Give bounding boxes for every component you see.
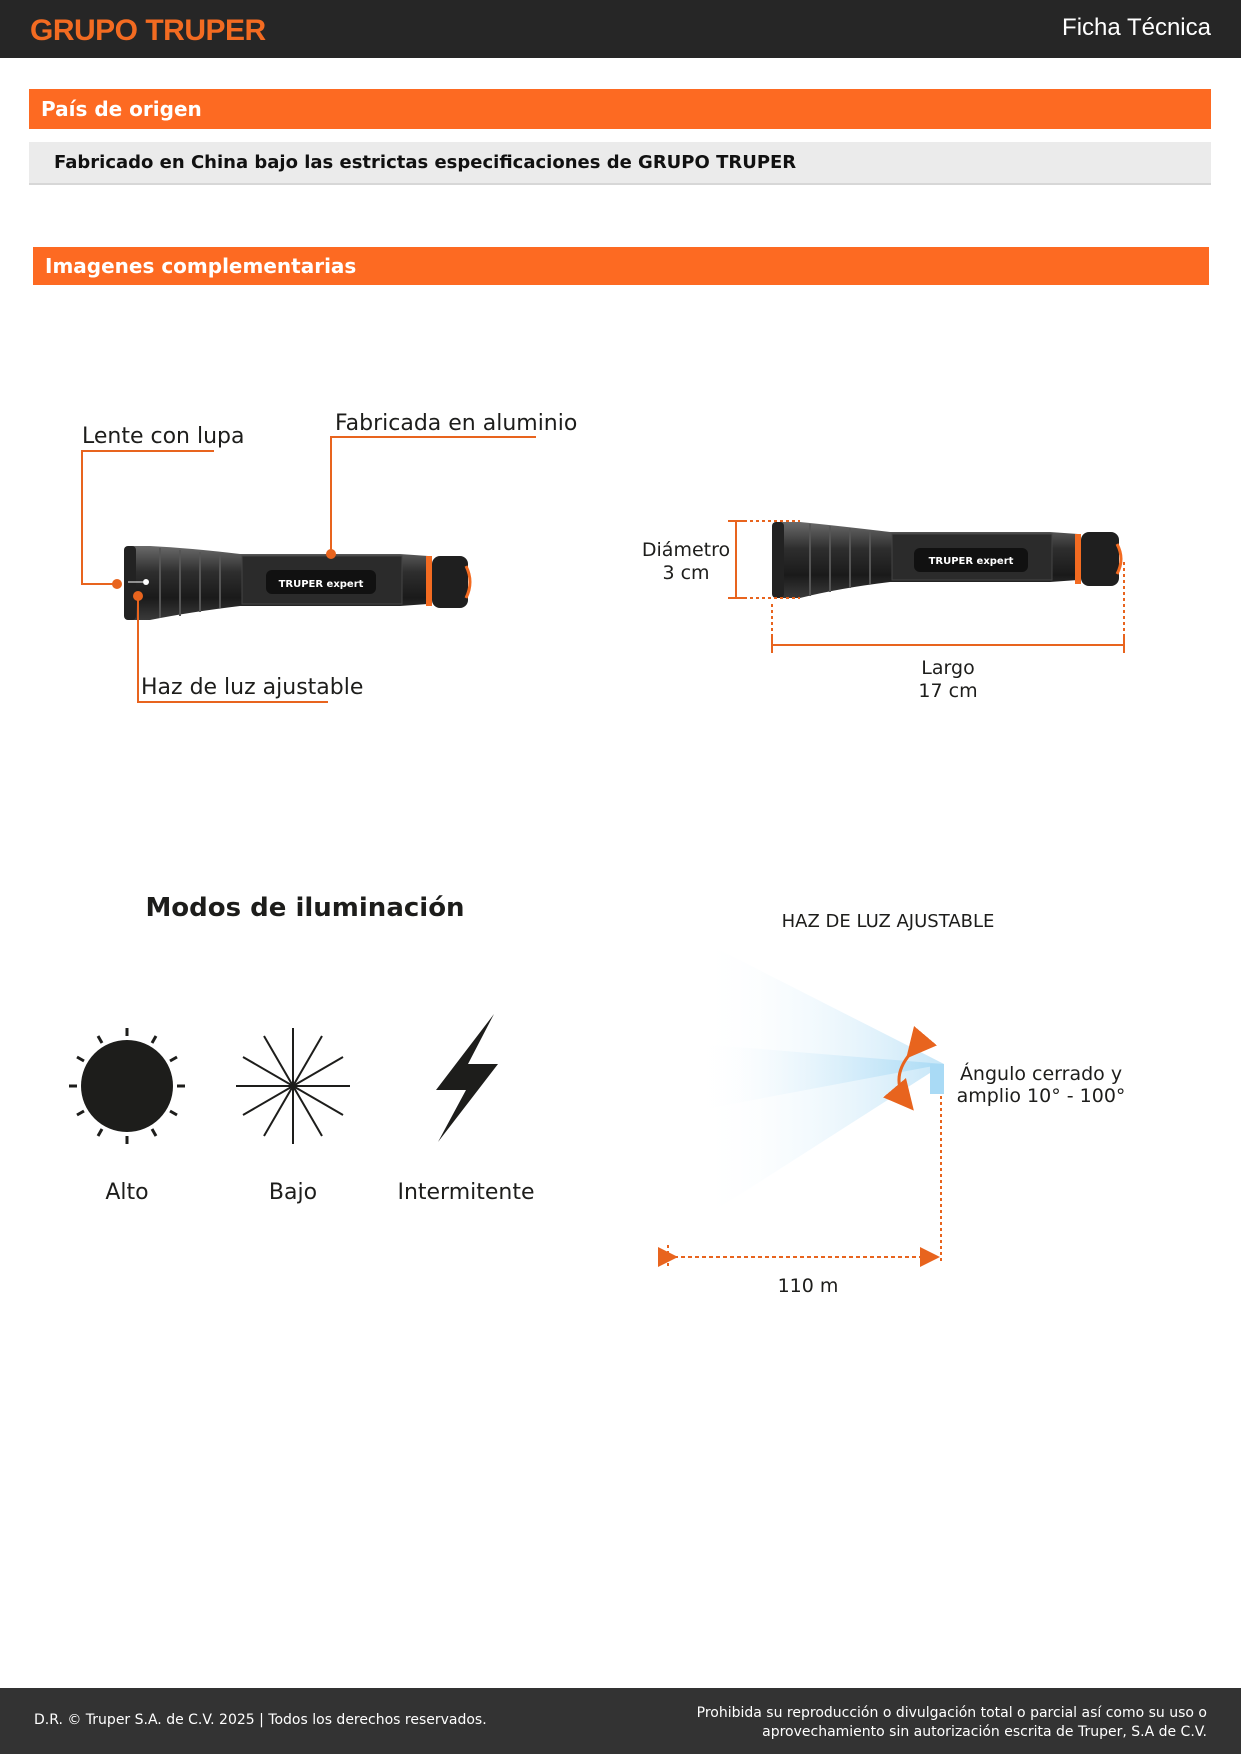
sun-icon — [69, 1028, 185, 1144]
beam-distance: 110 m — [777, 1275, 839, 1297]
beam-angle-line1: Ángulo cerrado y — [959, 1063, 1123, 1085]
footer-disclaimer-line1: Prohibida su reproducción o divulgación total o parcial así como su uso o — [696, 1705, 1207, 1721]
mode-label-high: Alto — [105, 1180, 149, 1205]
footer-copyright: D.R. © Truper S.A. de C.V. 2025 | Todos los derechos reservados. — [34, 1712, 487, 1728]
mode-label-flash: Intermitente — [397, 1180, 535, 1205]
length-value: 17 cm — [918, 680, 978, 702]
flashlight-dimensions — [772, 522, 1121, 598]
brand-logo: GRUPO TRUPER — [30, 14, 266, 47]
callout-aluminium — [326, 411, 577, 559]
modes-title: Modos de iluminación — [145, 893, 465, 923]
diameter-label: Diámetro — [641, 539, 731, 561]
section-header-images: Imagenes complementarias — [33, 247, 1209, 285]
brand-label: TRUPER expert — [278, 579, 364, 590]
starburst-icon — [236, 1028, 350, 1144]
footer-disclaimer — [697, 1704, 1207, 1742]
section-header-origin: País de origen — [29, 89, 1211, 129]
lens-label: Lente con lupa — [82, 424, 245, 449]
length-label: Largo — [921, 657, 975, 679]
flashlight-features — [124, 546, 470, 620]
beam-angle-line2: amplio 10° - 100° — [956, 1085, 1126, 1107]
beam-title: HAZ DE LUZ AJUSTABLE — [781, 911, 995, 932]
origin-text: Fabricado en China bajo las estrictas especificaciones de GRUPO TRUPER — [29, 142, 1211, 185]
brand-label-2: TRUPER expert — [928, 556, 1014, 567]
beam-label: Haz de luz ajustable — [141, 675, 364, 700]
footer-disclaimer-line2: aprovechamiento sin autorización escrita de Truper, S.A de C.V. — [762, 1724, 1207, 1740]
beam-diagram — [700, 940, 944, 1220]
document-title: Ficha Técnica — [1062, 14, 1211, 41]
mode-label-low: Bajo — [268, 1180, 318, 1205]
footer-bar — [0, 1688, 1241, 1754]
lightning-icon — [436, 1014, 498, 1142]
material-label: Fabricada en aluminio — [335, 411, 578, 436]
diameter-value: 3 cm — [662, 562, 710, 584]
